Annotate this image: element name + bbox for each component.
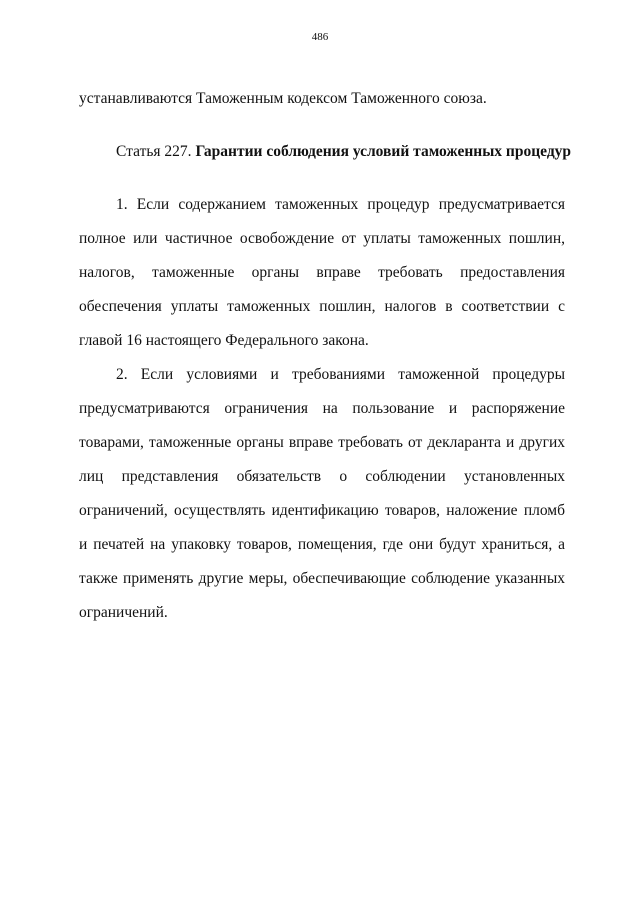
- paragraph-2: 2. Если условиями и требованиями таможенной процедуры предусматриваются ограничения на пользование и распоряжение товарами, таможенные органы вправе требовать от декларанта и других лиц представления обязательств о соблюдении установленных ограничений, осуществлять идентификацию товаров, наложение пломб и печатей на упаковку товаров, помещения, где они будут храниться, а также применять другие меры, обеспечивающие соблюдение указанных ограничений.: [79, 366, 565, 621]
- page-number: 486: [311, 31, 329, 43]
- document-body: [79, 82, 572, 630]
- article-label: Статья 227.: [116, 143, 192, 160]
- article-heading: [79, 135, 572, 169]
- intro-line: устанавливаются Таможенным кодексом Таможенного союза.: [79, 90, 487, 107]
- paragraph-1: 1. Если содержанием таможенных процедур предусматривается полное или частичное освобождение от уплаты таможенных пошлин, налогов, таможенные органы вправе требовать предоставления обеспечения уплаты таможенных пошлин, налогов в соответствии с главой 16 настоящего Федерального закона.: [79, 196, 565, 349]
- article-title: Гарантии соблюдения условий таможенных процедур: [195, 143, 572, 160]
